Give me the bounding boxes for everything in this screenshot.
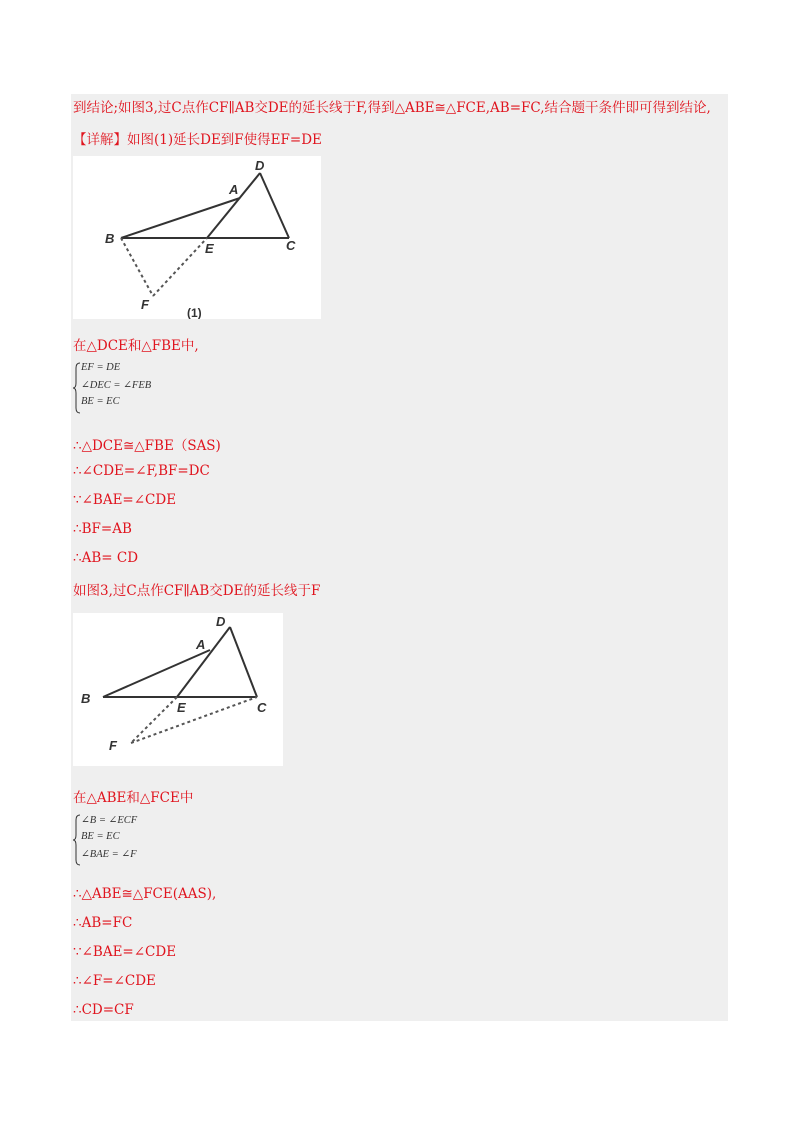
congruence-line-2: ∴△ABE≅△FCE(AAS), (73, 886, 217, 902)
label-b: B (105, 231, 115, 246)
system-2-row-1: ∠B = ∠ECF (81, 815, 138, 826)
label-b: B (81, 691, 91, 706)
segment-dc (260, 173, 289, 238)
system-1-row-2: ∠DEC = ∠FEB (81, 380, 152, 391)
label-d: D (216, 614, 226, 629)
result-line-5: ∴∠F=∠CDE (73, 973, 156, 989)
left-brace-icon (73, 362, 81, 414)
label-f: F (141, 297, 149, 312)
system-1-row-3: BE = EC (81, 396, 120, 407)
congruence-line-1: ∴△DCE≅△FBE（SAS) (73, 438, 221, 454)
label-d: D (255, 158, 265, 173)
intro-line: 到结论;如图3,过C点作CF∥AB交DE的延长线于F,得到△ABE≅△FCE,AB=FC,结合题干条件即可得到结论, (73, 100, 711, 116)
result-line-6: ∴CD=CF (73, 1002, 134, 1018)
equation-system-1 (73, 362, 193, 414)
figure-caption: (1) (187, 306, 202, 319)
segment-ef-dashed (131, 697, 177, 743)
label-f: F (109, 738, 117, 753)
segment-dc (230, 627, 257, 697)
system-2-row-3: ∠BAE = ∠F (81, 849, 137, 860)
label-e: E (177, 700, 186, 715)
segment-bf-dashed (121, 238, 153, 296)
label-a: A (229, 182, 239, 197)
figure-1-diagram (73, 156, 321, 319)
result-line-3: ∴AB= CD (73, 550, 139, 566)
solution-content (71, 94, 728, 1021)
given-line-2: ∵∠BAE=∠CDE (73, 944, 177, 960)
figure-3-diagram (73, 613, 283, 766)
result-line-4: ∴AB=FC (73, 915, 133, 931)
label-c: C (286, 238, 296, 253)
label-a: A (196, 637, 206, 652)
label-e: E (205, 241, 214, 256)
system-2-row-2: BE = EC (81, 831, 120, 842)
detail-heading: 【详解】如图(1)延长DE到F使得EF=DE (73, 132, 322, 148)
segment-fc-dashed (131, 697, 257, 743)
given-line-1: ∵∠BAE=∠CDE (73, 492, 177, 508)
figure-3 (73, 613, 283, 766)
result-line-2: ∴BF=AB (73, 521, 132, 537)
left-brace-icon (73, 814, 81, 866)
system-1-row-1: EF = DE (81, 362, 121, 373)
segment-fe-dashed (153, 238, 207, 296)
result-line-1: ∴∠CDE=∠F,BF=DC (73, 463, 210, 479)
figure-1 (73, 156, 321, 319)
compare-line-2: 在△ABE和△FCE中 (73, 790, 194, 806)
equation-system-2 (73, 814, 193, 866)
compare-line-1: 在△DCE和△FBE中, (73, 338, 199, 354)
label-c: C (257, 700, 267, 715)
figure-3-intro: 如图3,过C点作CF∥AB交DE的延长线于F (73, 583, 321, 599)
